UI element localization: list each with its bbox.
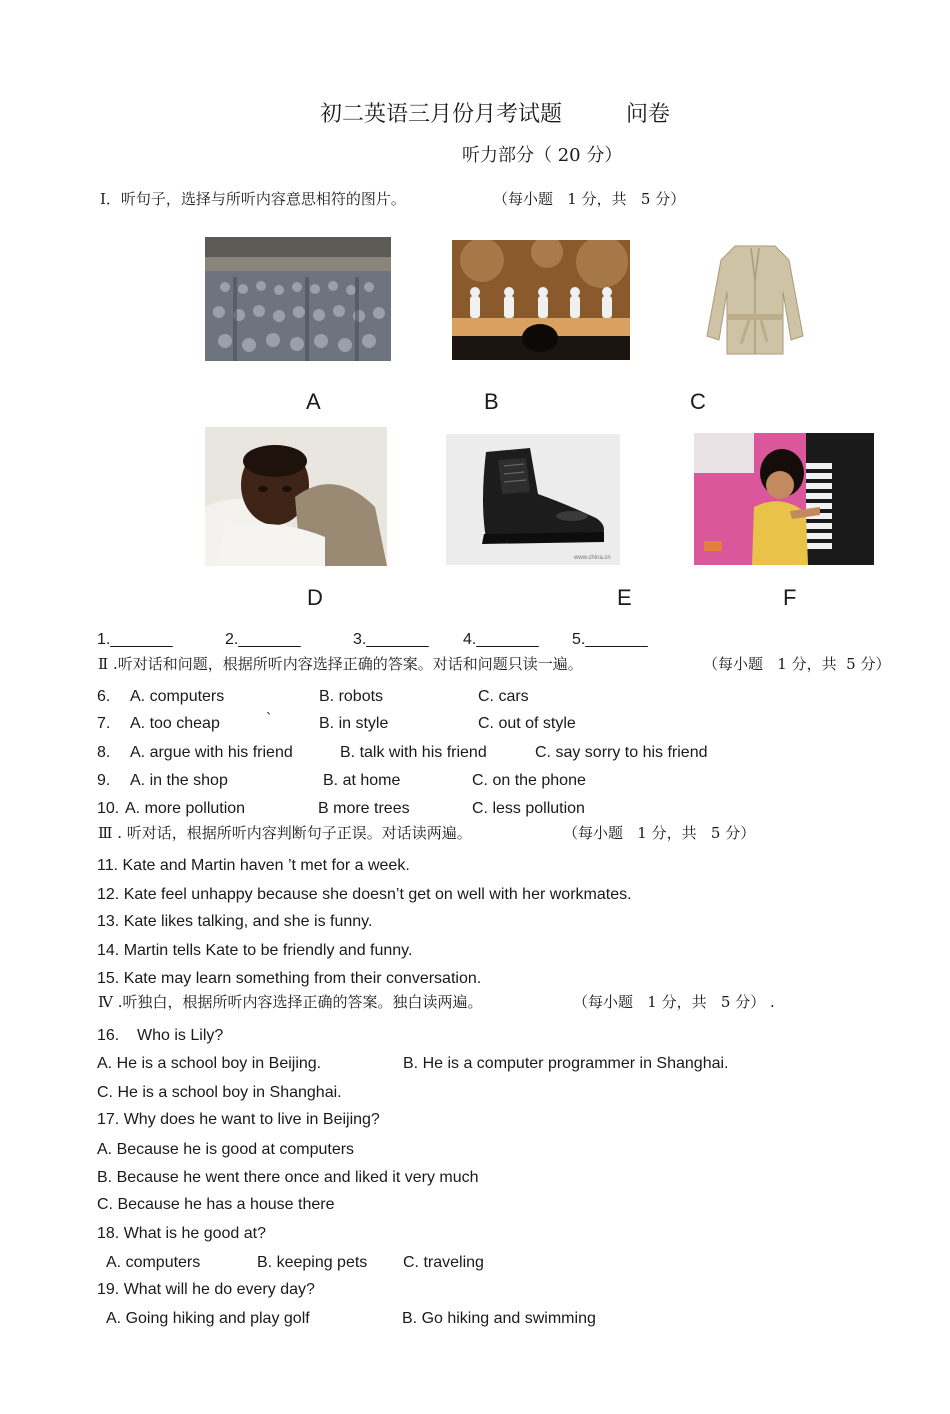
picture-label-f: F: [783, 585, 797, 610]
section3-heading: Ⅲ . 听对话，根据所听内容判断句子正误。对话读两遍。: [98, 824, 472, 842]
stray-mark: `: [266, 711, 272, 728]
answer-blank-5[interactable]: 5._______: [572, 631, 648, 648]
robots-dancing-stage-photo: [452, 240, 630, 360]
girl-playing-piano-photo: [694, 433, 874, 565]
question-16: 16. Who is Lily?: [97, 1027, 224, 1044]
black-leather-shoe-photo: [446, 434, 620, 565]
question-19-option-a[interactable]: A. Going hiking and play golf: [106, 1310, 310, 1327]
question-17-option-a[interactable]: A. Because he is good at computers: [97, 1141, 355, 1158]
section3-score: （每小题 1 分，共 5 分）: [563, 824, 756, 842]
question-7-option-b[interactable]: B. in style: [319, 715, 389, 732]
question-10-option-a[interactable]: A. more pollution: [125, 800, 246, 817]
answer-blank-1[interactable]: 1._______: [97, 631, 173, 648]
answer-blank-3[interactable]: 3._______: [353, 631, 429, 648]
question-10-option-b[interactable]: B more trees: [318, 800, 410, 817]
section1-heading: Ⅰ．听句子，选择与所听内容意思相符的图片。: [100, 190, 406, 208]
photo-watermark: www.china.cn: [574, 555, 611, 561]
question-9-number: 9.: [97, 772, 111, 789]
section2-heading: Ⅱ .听对话和问题，根据所听内容选择正确的答案。对话和问题只读一遍。: [98, 655, 583, 673]
question-7-option-a[interactable]: A. too cheap: [130, 715, 220, 732]
picture-label-c: C: [690, 389, 706, 414]
picture-label-e: E: [617, 585, 632, 610]
question-8-option-a[interactable]: A. argue with his friend: [130, 744, 293, 761]
section2-score: （每小题 1 分，共 5 分）: [703, 655, 891, 673]
question-17-option-c[interactable]: C. Because he has a house there: [97, 1196, 335, 1213]
question-10-number: 10.: [97, 800, 120, 817]
question-8-number: 8.: [97, 744, 111, 761]
question-7-option-c[interactable]: C. out of style: [478, 715, 576, 732]
question-18-option-b[interactable]: B. keeping pets: [257, 1254, 368, 1271]
question-18-option-a[interactable]: A. computers: [106, 1254, 201, 1271]
picture-label-d: D: [307, 585, 323, 610]
statement-14: 14. Martin tells Kate to be friendly and funny.: [97, 942, 413, 959]
question-10-option-c[interactable]: C. less pollution: [472, 800, 585, 817]
question-16-option-a[interactable]: A. He is a school boy in Beijing.: [97, 1055, 322, 1072]
question-8-option-b[interactable]: B. talk with his friend: [340, 744, 487, 761]
answer-blank-2[interactable]: 2._______: [225, 631, 301, 648]
section4-score: （每小题 1 分，共 5 分） .: [573, 993, 775, 1011]
question-17-option-b[interactable]: B. Because he went there once and liked it very much: [97, 1169, 479, 1186]
statement-13: 13. Kate likes talking, and she is funny.: [97, 913, 373, 930]
question-6-option-c[interactable]: C. cars: [478, 688, 529, 705]
question-6-option-a[interactable]: A. computers: [130, 688, 225, 705]
statement-12: 12. Kate feel unhappy because she doesn’t get on well with her workmates.: [97, 886, 632, 903]
section4-heading: Ⅳ .听独白，根据所听内容选择正确的答案。独白读两遍。: [98, 993, 483, 1011]
question-18: 18. What is he good at?: [97, 1225, 266, 1242]
picture-label-b: B: [484, 389, 499, 414]
question-9-option-a[interactable]: A. in the shop: [130, 772, 228, 789]
terracotta-warriors-photo: [205, 237, 391, 361]
statement-11: 11. Kate and Martin haven ’t met for a week.: [97, 857, 410, 874]
answer-blank-4[interactable]: 4._______: [463, 631, 539, 648]
question-7-number: 7.: [97, 715, 111, 732]
picture-label-a: A: [306, 389, 321, 414]
page-title-suffix: 问卷: [626, 102, 671, 127]
question-16-option-b[interactable]: B. He is a computer programmer in Shanghai.: [403, 1055, 729, 1072]
page-title: 初二英语三月份月考试题: [320, 102, 563, 127]
question-19-option-b[interactable]: B. Go hiking and swimming: [402, 1310, 596, 1327]
knit-cardigan-photo: [691, 240, 819, 361]
sad-boy-photo: [205, 427, 387, 566]
question-6-option-b[interactable]: B. robots: [319, 688, 384, 705]
question-18-option-c[interactable]: C. traveling: [403, 1254, 484, 1271]
question-8-option-c[interactable]: C. say sorry to his friend: [535, 744, 708, 761]
question-19: 19. What will he do every day?: [97, 1281, 315, 1298]
question-16-option-c[interactable]: C. He is a school boy in Shanghai.: [97, 1084, 342, 1101]
statement-15: 15. Kate may learn something from their conversation.: [97, 970, 482, 987]
question-6-number: 6.: [97, 688, 111, 705]
question-9-option-b[interactable]: B. at home: [323, 772, 401, 789]
section1-score: （每小题 1 分，共 5 分）: [493, 190, 686, 208]
question-17: 17. Why does he want to live in Beijing?: [97, 1111, 380, 1128]
question-9-option-c[interactable]: C. on the phone: [472, 772, 586, 789]
page-subtitle: 听力部分（ 20 分）: [462, 145, 623, 166]
